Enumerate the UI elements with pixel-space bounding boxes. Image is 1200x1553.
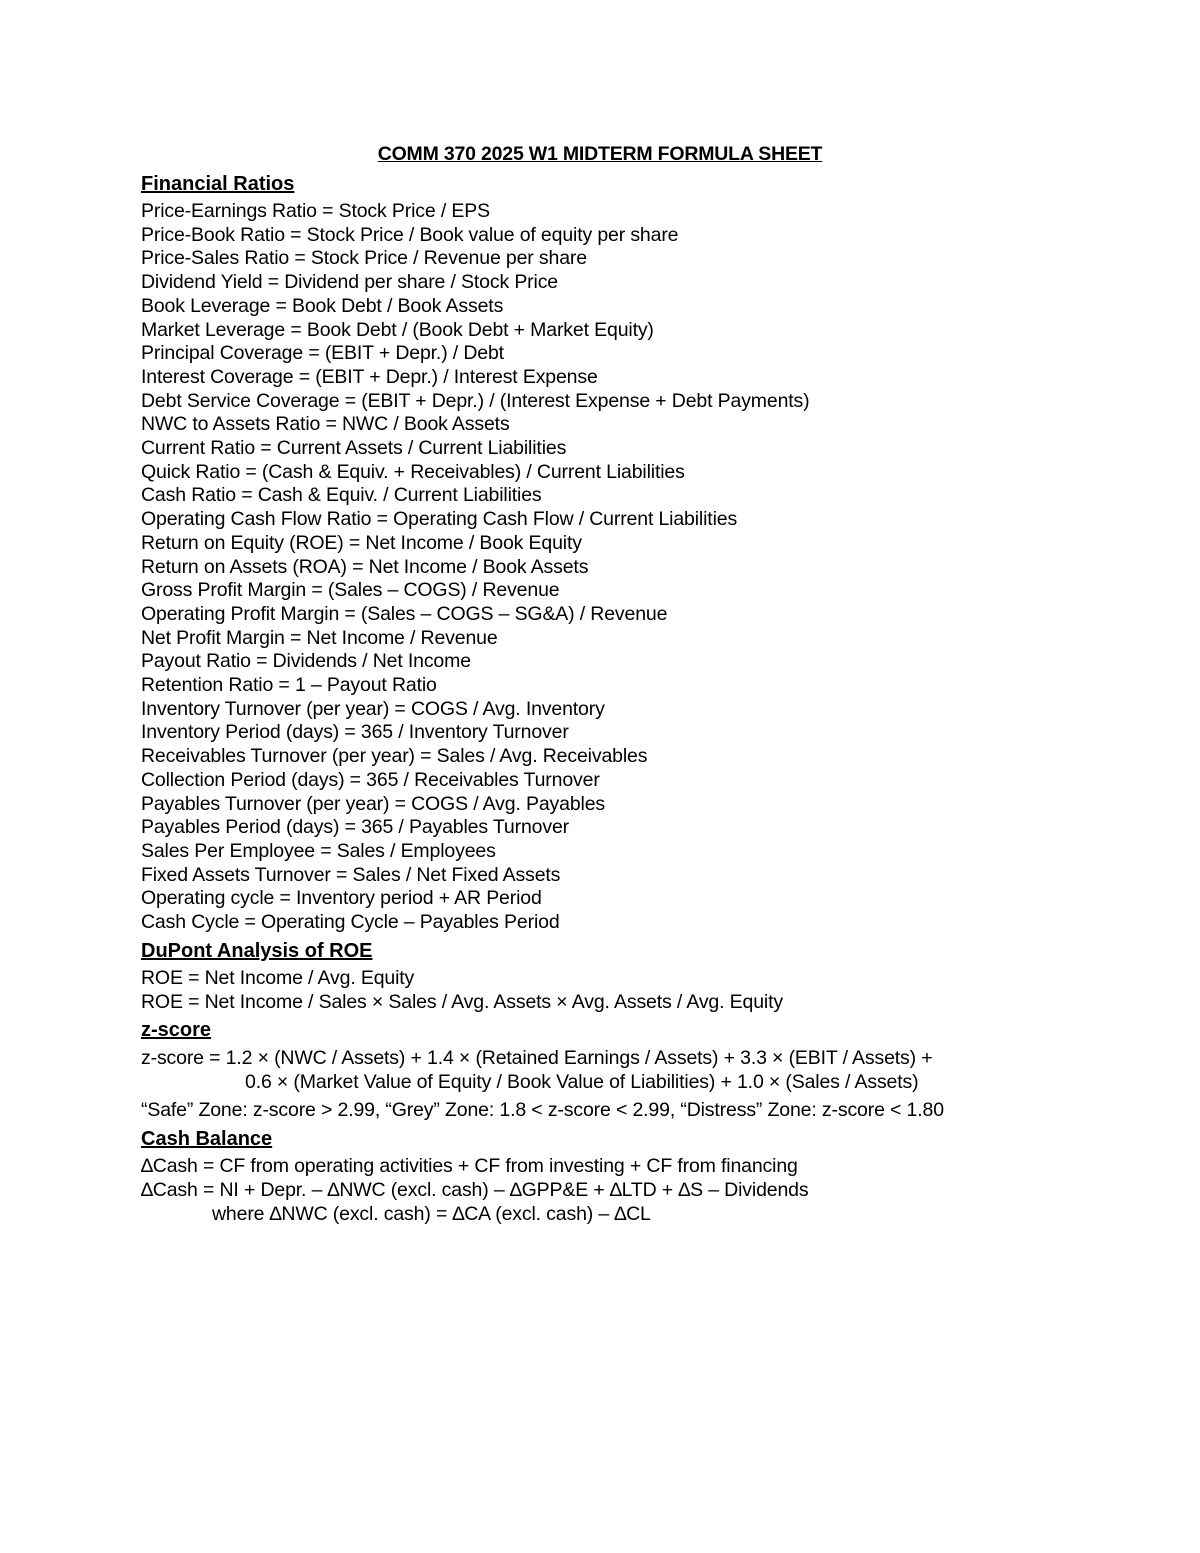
financial-ratios-section <box>141 170 1141 935</box>
formula-line: NWC to Assets Ratio = NWC / Book Assets <box>141 413 510 436</box>
cash-balance-line-1: ∆Cash = CF from operating activities + CF from investing + CF from financing <box>141 1155 798 1178</box>
formula-line: Payables Period (days) = 365 / Payables Turnover <box>141 816 569 839</box>
formula-line: Payables Turnover (per year) = COGS / Avg. Payables <box>141 792 606 815</box>
page-title: COMM 370 2025 W1 MIDTERM FORMULA SHEET <box>377 143 823 165</box>
cash-balance-section <box>141 1125 1141 1226</box>
formula-line: Principal Coverage = (EBIT + Depr.) / Debt <box>141 342 504 365</box>
formula-line: Retention Ratio = 1 – Payout Ratio <box>141 674 437 697</box>
formula-line: Receivables Turnover (per year) = Sales / Avg. Receivables <box>141 745 648 768</box>
formula-line: Price-Earnings Ratio = Stock Price / EPS <box>141 200 490 222</box>
formula-line: ROE = Net Income / Avg. Equity <box>141 966 415 989</box>
zscore-formula-line-1: z-score = 1.2 × (NWC / Assets) + 1.4 × (Retained Earnings / Assets) + 3.3 × (EBIT / Assets) + <box>141 1047 933 1070</box>
dupont-section <box>141 937 1141 1014</box>
formula-line: Market Leverage = Book Debt / (Book Debt + Market Equity) <box>141 318 654 341</box>
formula-line: Payout Ratio = Dividends / Net Income <box>141 650 471 673</box>
formula-line: Fixed Assets Turnover = Sales / Net Fixed Assets <box>141 863 561 886</box>
dupont-list <box>141 967 1141 1014</box>
financial-ratios-list <box>141 200 1141 935</box>
formula-line: Price-Sales Ratio = Stock Price / Revenue per share <box>141 247 587 270</box>
formula-line: Debt Service Coverage = (EBIT + Depr.) / (Interest Expense + Debt Payments) <box>141 389 810 412</box>
section-heading-dupont: DuPont Analysis of ROE <box>141 939 373 962</box>
formula-line: Inventory Turnover (per year) = COGS / Avg. Inventory <box>141 697 605 720</box>
section-heading-zscore: z-score <box>141 1019 212 1042</box>
formula-line: Current Ratio = Current Assets / Current Liabilities <box>141 437 567 460</box>
formula-line: Inventory Period (days) = 365 / Inventory Turnover <box>141 721 569 744</box>
cash-balance-line-2: ∆Cash = NI + Depr. – ∆NWC (excl. cash) – ∆GPP&E + ∆LTD + ∆S – Dividends <box>141 1178 809 1201</box>
cash-balance-line-3: where ∆NWC (excl. cash) = ∆CA (excl. cash) – ∆CL <box>212 1202 651 1225</box>
formula-line: ROE = Net Income / Sales × Sales / Avg. Assets × Avg. Assets / Avg. Equity <box>141 990 783 1013</box>
formula-line: Gross Profit Margin = (Sales – COGS) / Revenue <box>141 579 560 602</box>
formula-line: Collection Period (days) = 365 / Receivables Turnover <box>141 768 600 791</box>
formula-line: Cash Ratio = Cash & Equiv. / Current Liabilities <box>141 484 542 507</box>
formula-line: Dividend Yield = Dividend per share / Stock Price <box>141 271 558 294</box>
zscore-zones: “Safe” Zone: z-score > 2.99, “Grey” Zone: 1.8 < z-score < 2.99, “Distress” Zone: z-score < 1.80 <box>141 1099 944 1122</box>
section-heading-financial-ratios: Financial Ratios <box>141 173 295 195</box>
formula-line: Sales Per Employee = Sales / Employees <box>141 839 496 862</box>
formula-line: Interest Coverage = (EBIT + Depr.) / Interest Expense <box>141 365 598 388</box>
formula-line: Quick Ratio = (Cash & Equiv. + Receivables) / Current Liabilities <box>141 460 685 483</box>
formula-line: Book Leverage = Book Debt / Book Assets <box>141 294 504 317</box>
formula-line: Net Profit Margin = Net Income / Revenue <box>141 626 498 649</box>
formula-line: Operating Cash Flow Ratio = Operating Cash Flow / Current Liabilities <box>141 508 738 531</box>
formula-line: Cash Cycle = Operating Cycle – Payables Period <box>141 911 560 934</box>
formula-content <box>141 170 1141 1226</box>
zscore-section <box>141 1016 1141 1122</box>
zscore-formula-line-2: 0.6 × (Market Value of Equity / Book Value of Liabilities) + 1.0 × (Sales / Assets) <box>245 1071 919 1094</box>
formula-line: Operating cycle = Inventory period + AR Period <box>141 887 542 910</box>
section-heading-cash-balance: Cash Balance <box>141 1128 273 1151</box>
formula-line: Price-Book Ratio = Stock Price / Book value of equity per share <box>141 223 679 246</box>
formula-line: Return on Equity (ROE) = Net Income / Book Equity <box>141 531 582 554</box>
formula-line: Return on Assets (ROA) = Net Income / Book Assets <box>141 555 589 578</box>
formula-line: Operating Profit Margin = (Sales – COGS – SG&A) / Revenue <box>141 602 668 625</box>
